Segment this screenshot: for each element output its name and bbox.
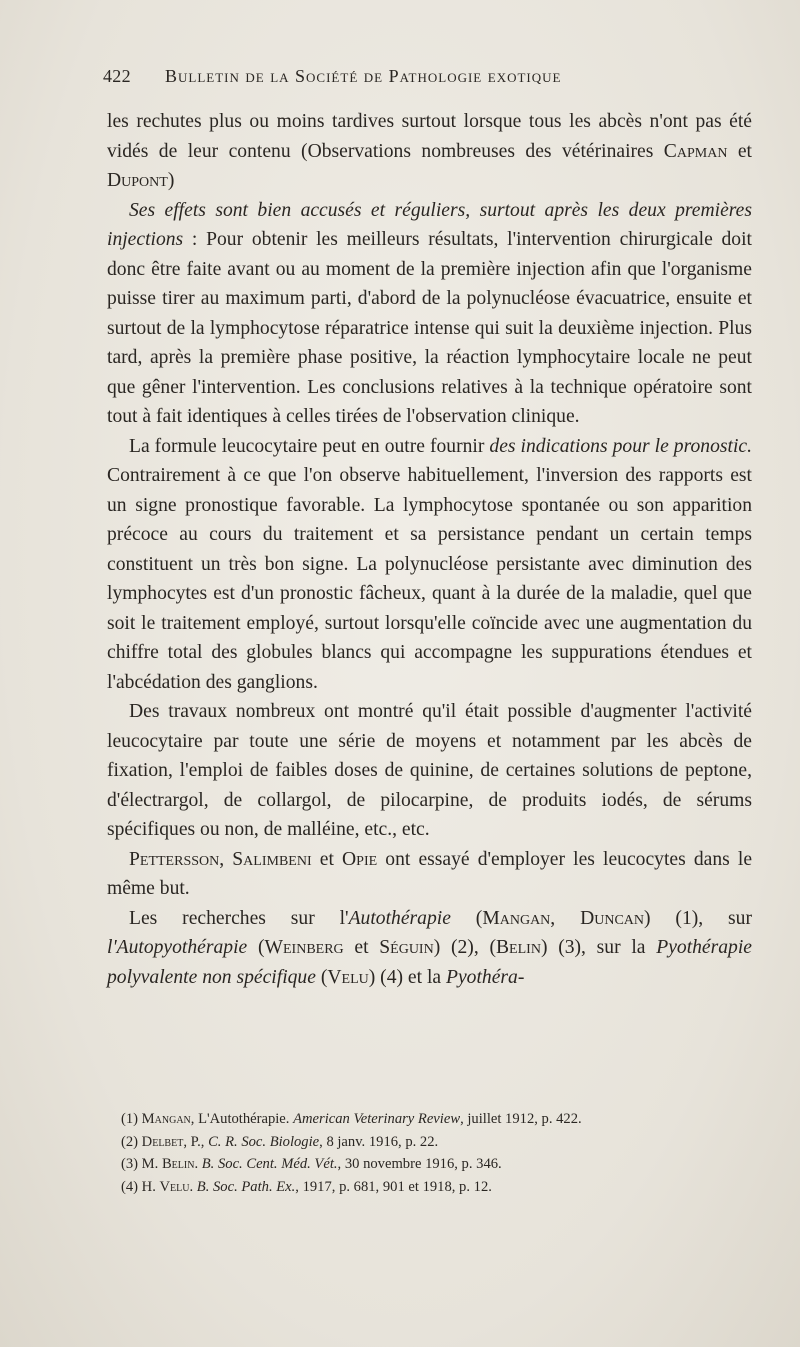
footnote-4 <box>107 1176 752 1199</box>
p6-text: ) (4) et la <box>368 966 446 988</box>
emphasis: Pyothérapie polyvalente non spécifique <box>107 937 752 988</box>
emphasis: l'Autopyothérapie <box>107 937 248 958</box>
footnote-number: (2) <box>121 1133 142 1150</box>
running-header <box>103 66 753 87</box>
footnote-text: . <box>194 1156 202 1172</box>
author-name: Velu <box>327 966 369 988</box>
journal-name: B. Soc. Path. Ex. <box>196 1178 296 1195</box>
emphasis: Pyothéra- <box>446 966 525 988</box>
p5-text: , <box>219 848 233 870</box>
p1-text: ) <box>167 170 175 191</box>
paragraph-1 <box>107 107 752 196</box>
author-name: Salimbeni <box>232 848 312 870</box>
p6-text: ( <box>450 907 483 929</box>
p5-text: ont essayé d'employer les leucocytes dans le même but. <box>107 848 753 899</box>
author-name: Mangan <box>141 1111 191 1127</box>
p1-text: et <box>727 140 753 162</box>
p6-text: ) (3), sur la <box>540 937 657 958</box>
p1-text: les rechutes plus ou moins tardives surtout lorsque tous les abcès n'ont pas été vidés de leur contenu (Observations nombreuses des vétérinaires <box>107 111 752 162</box>
footnote-text: , juillet 1912, p. 422. <box>460 1111 582 1127</box>
paragraph-6 <box>107 904 752 993</box>
paragraph-3 <box>107 432 752 698</box>
p6-text: Les recherches sur l' <box>129 907 349 929</box>
author-name: Séguin <box>379 937 434 958</box>
p6-text: ( <box>247 937 265 958</box>
p6-text: , <box>550 907 581 929</box>
author-name: Duncan <box>580 907 645 929</box>
p6-text: et <box>343 937 380 958</box>
author-name: Mangan <box>482 907 551 929</box>
author-name: Belin <box>161 1156 195 1172</box>
emphasis: Ses effets sont bien accusés et réguliers, surtout après les deux premières injections <box>107 199 752 250</box>
footnote-text: , 30 novembre 1916, p. 346. <box>337 1156 502 1172</box>
author-name: Velu <box>159 1178 190 1195</box>
journal-name: American Veterinary Review <box>293 1111 461 1127</box>
journal-title: Bulletin de la Société de Pathologie exotique <box>165 66 562 86</box>
footnote-3 <box>107 1153 752 1176</box>
p3-text: La formule leucocytaire peut en outre fournir <box>129 435 490 457</box>
p5-text: et <box>311 848 343 870</box>
footnote-2 <box>107 1131 752 1154</box>
footnote-text: , L'Autothérapie. <box>190 1111 294 1127</box>
footnote-number: (4) H. <box>121 1178 160 1195</box>
journal-name: B. Soc. Cent. Méd. Vét. <box>201 1156 338 1172</box>
author-name: Dupont <box>107 170 168 191</box>
author-name: Capman <box>663 140 728 162</box>
p6-text: ) (1), sur <box>644 907 752 929</box>
paragraph-2 <box>107 196 752 432</box>
emphasis: Autothérapie <box>348 907 451 929</box>
footnote-number: (3) M. <box>121 1156 162 1172</box>
p6-text: ( <box>315 966 328 988</box>
paragraph-5 <box>107 845 752 904</box>
body-text <box>107 107 752 992</box>
emphasis: des indications pour le pronostic. <box>489 435 752 457</box>
footnote-number: (1) <box>121 1111 142 1127</box>
footnote-text: , 8 janv. 1916, p. 22. <box>319 1133 439 1150</box>
author-name: Opie <box>342 848 378 870</box>
page-number: 422 <box>103 66 131 86</box>
author-name: Belin <box>495 937 541 958</box>
author-name: Delbet <box>141 1133 184 1150</box>
footnotes <box>107 1108 752 1198</box>
author-name: Pettersson <box>129 848 220 870</box>
footnote-text: , 1917, p. 681, 901 et 1918, p. 12. <box>295 1178 492 1195</box>
footnote-text: , P., <box>183 1133 209 1150</box>
author-name: Weinberg <box>264 937 344 958</box>
paragraph-4: Des travaux nombreux ont montré qu'il était possible d'augmenter l'activité leucocytaire par toute une série de moyens et notamment par les abcès de fixation, l'emploi de faibles doses de quinine, de certaines solutions de peptone, d'électrargol, de collargol, de pilocarpine, de produits iodés, de sérums spécifiques ou non, de malléine, etc., etc. <box>107 701 752 840</box>
p6-text: ) (2), ( <box>433 937 496 958</box>
footnote-text: . <box>189 1178 197 1195</box>
journal-name: C. R. Soc. Biologie <box>208 1133 320 1150</box>
p2-text: : Pour obtenir les meilleurs résultats, l'intervention chirurgicale doit donc être faite avant ou au moment de la première injection afin que l'organisme puisse tirer au maximum parti, d'abord de la polynucléose évacuatrice, ensuite et surtout de la lymphocytose réparatrice intense qui suit la deuxième injection. Plus tard, après la première phase positive, la réaction lymphocytaire locale ne peut que gêner l'intervention. Les conclusions relatives à la technique opératoire sont tout à fait identiques à celles tirées de l'observation clinique. <box>107 229 752 427</box>
footnote-1 <box>107 1108 752 1131</box>
p3-text: Contrairement à ce que l'on observe habituellement, l'inversion des rapports est un signe pronostique favorable. La lymphocytose spontanée ou son apparition précoce au cours du traitement et sa persistance pendant un certain temps constituent un très bon signe. La polynucléose persistante avec diminution des lymphocytes est d'un pronostic fâcheux, quant à la durée de la maladie, quel que soit le traitement employé, surtout lorsqu'elle coïncide avec une augmentation du chiffre total des globules blancs qui accompagne les suppurations étendues et l'abcédation des ganglions. <box>107 465 752 693</box>
